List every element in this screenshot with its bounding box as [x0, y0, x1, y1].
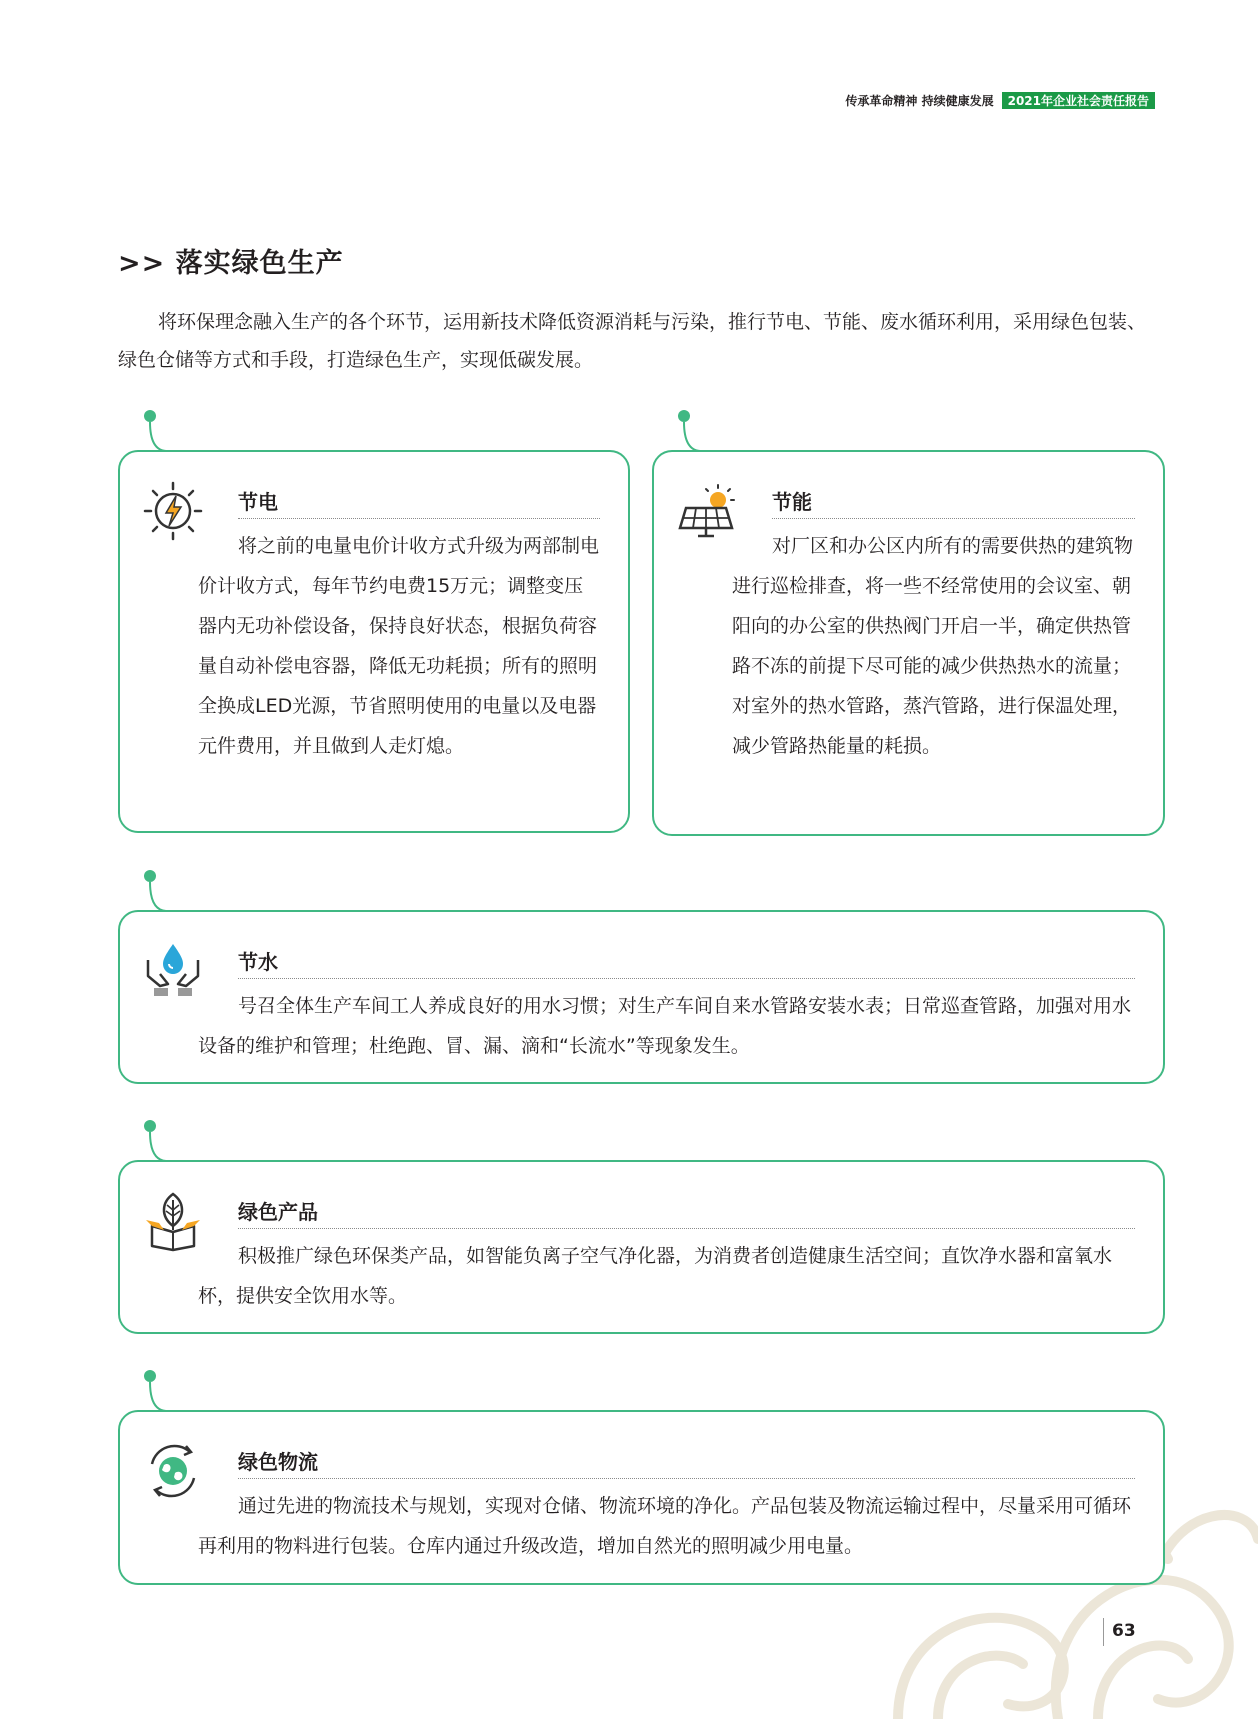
card-title: 节水: [238, 950, 278, 974]
dotted-divider: [238, 1478, 1135, 1479]
dotted-divider: [238, 978, 1135, 979]
dotted-divider: [238, 518, 600, 519]
card-text: 号召全体生产车间工人养成良好的用水习惯；对生产车间自来水管路安装水表；日常巡查管路，加强对用水设备的维护和管理；杜绝跑、冒、漏、滴和“长流水”等现象发生。: [198, 995, 1132, 1057]
card-title: 节电: [238, 490, 278, 514]
lightning-gear-icon: [142, 480, 204, 542]
recycle-globe-icon: [142, 1440, 204, 1502]
card-energy-saving: [652, 450, 1165, 836]
card-marker: [144, 870, 166, 912]
solar-panel-icon: [676, 480, 738, 542]
header-slogan: 传承革命精神 持续健康发展: [845, 94, 994, 108]
card-title: 节能: [772, 490, 812, 514]
page-header: [845, 92, 1155, 109]
card-text: 将之前的电量电价计收方式升级为两部制电价计收方式，每年节约电费15万元；调整变压器内无功补偿设备，保持良好状态，根据负荷容量自动补偿电容器，降低无功耗损；所有的照明全换成LED光源，节省照明使用的电量以及电器元件费用，并且做到人走灯熄。: [198, 535, 600, 757]
card-marker: [144, 410, 166, 452]
card-title: 绿色物流: [238, 1450, 318, 1474]
card-text: 积极推广绿色环保类产品，如智能负离子空气净化器，为消费者创造健康生活空间；直饮净水器和富氧水杯，提供安全饮用水等。: [198, 1245, 1113, 1307]
card-title: 绿色产品: [238, 1200, 318, 1224]
card-marker: [144, 1370, 166, 1412]
card-marker: [144, 1120, 166, 1162]
leaf-box-icon: [142, 1190, 204, 1252]
water-hands-icon: [142, 940, 204, 1002]
dotted-divider: [772, 518, 1135, 519]
card-marker: [678, 410, 700, 452]
card-text: 对厂区和办公区内所有的需要供热的建筑物进行巡检排查，将一些不经常使用的会议室、朝阳向的办公室的供热阀门开启一半，确定供热管路不冻的前提下尽可能的减少供热热水的流量；对室外的热水管路，蒸汽管路，进行保温处理，减少管路热能量的耗损。: [732, 535, 1134, 757]
card-text: 通过先进的物流技术与规划，实现对仓储、物流环境的净化。产品包装及物流运输过程中，尽量采用可循环再利用的物料进行包装。仓库内通过升级改造，增加自然光的照明减少用电量。: [198, 1495, 1132, 1557]
card-water-saving: [118, 910, 1165, 1084]
card-power-saving: [118, 450, 630, 833]
page-number-divider: [1103, 1618, 1104, 1646]
section-title: >> 落实绿色生产: [118, 248, 344, 279]
card-green-products: [118, 1160, 1165, 1334]
report-badge: 2021年企业社会责任报告: [1002, 92, 1155, 109]
section-intro: 将环保理念融入生产的各个环节，运用新技术降低资源消耗与污染，推行节电、节能、废水循环利用，采用绿色包装、绿色仓储等方式和手段，打造绿色生产，实现低碳发展。: [118, 311, 1147, 371]
page-number: 63: [1112, 1621, 1136, 1641]
card-green-logistics: [118, 1410, 1165, 1585]
dotted-divider: [238, 1228, 1135, 1229]
